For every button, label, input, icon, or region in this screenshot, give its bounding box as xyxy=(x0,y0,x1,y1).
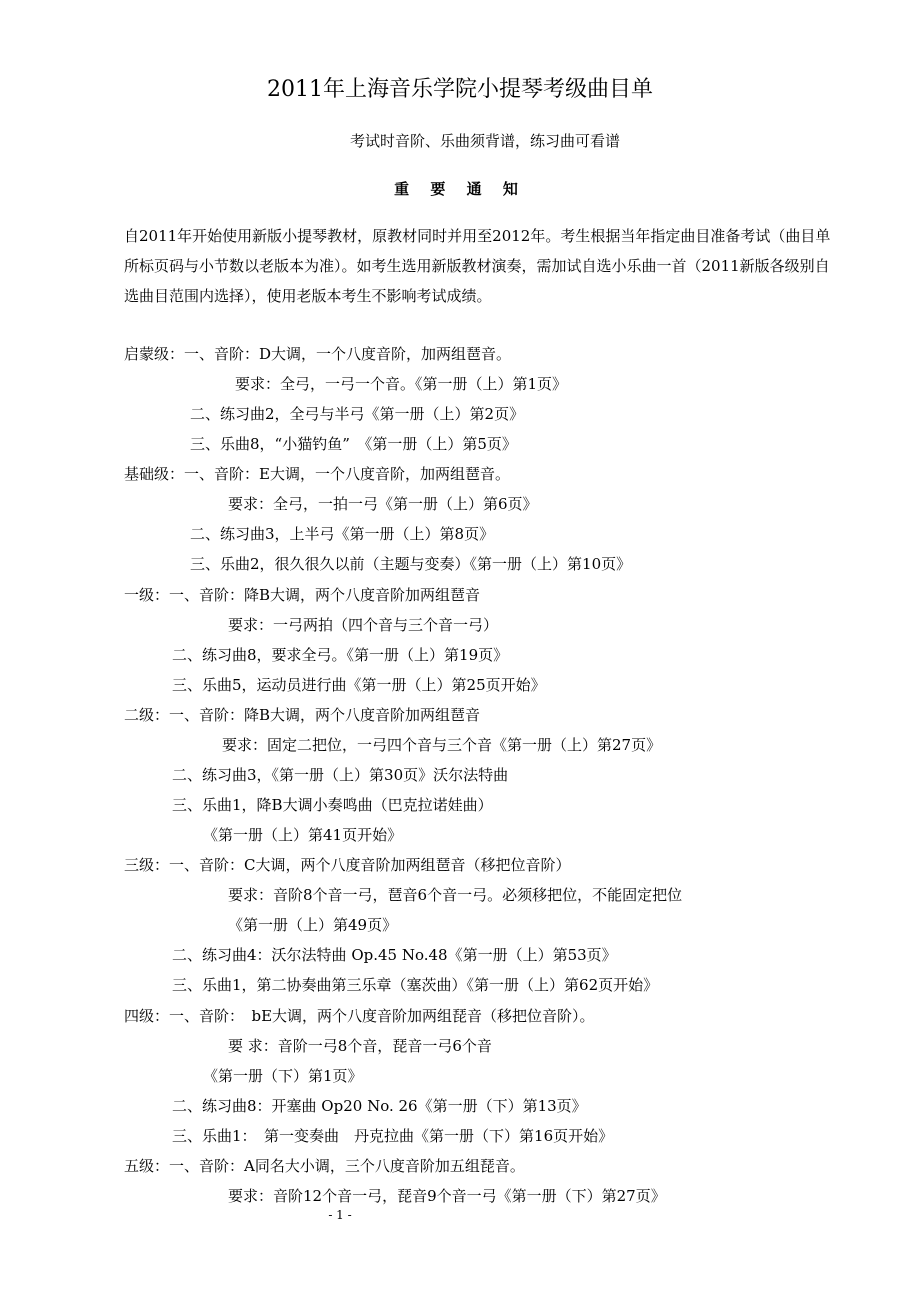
item-line: 二、练习曲2，全弓与半弓《第一册（上）第2页》 xyxy=(190,405,525,423)
page-title: 2011年上海音乐学院小提琴考级曲目单 xyxy=(267,77,653,102)
grade-line: 五级：一、音阶：A同名大小调，三个八度音阶加五组琵音。 xyxy=(124,1157,525,1175)
notice-heading: 重 要 通 知 xyxy=(394,180,526,198)
subtitle: 考试时音阶、乐曲须背谱，练习曲可看谱 xyxy=(349,132,620,150)
item-line: 二、练习曲3，《第一册（上）第30页》沃尔法特曲 xyxy=(172,766,509,784)
grade-line: 基础级：一、音阶：E大调，一个八度音阶，加两组琶音。 xyxy=(124,465,510,483)
grade-line: 二级：一、音阶：降B大调，两个八度音阶加两组琶音 xyxy=(124,706,481,724)
requirement-line: 要求：音阶12个音一弓，琵音9个音一弓《第一册（下）第27页》 xyxy=(228,1187,666,1205)
grade-line: 启蒙级：一、音阶：D大调，一个八度音阶，加两组琶音。 xyxy=(124,345,512,363)
requirement-line: 要求：音阶8个音一弓，琶音6个音一弓。必须移把位，不能固定把位 xyxy=(228,886,683,904)
item-line: 二、练习曲4：沃尔法特曲 Op.45 No.48《第一册（上）第53页》 xyxy=(172,946,617,964)
item-line: 二、练习曲8：开塞曲 Op20 No. 26《第一册（下）第13页》 xyxy=(172,1097,587,1115)
page-number: - 1 - xyxy=(328,1208,352,1222)
item-line: 三、乐曲1： 第一变奏曲 丹克拉曲《第一册（下）第16页开始》 xyxy=(172,1127,614,1145)
item-line: 三、乐曲2，很久很久以前（主题与变奏）《第一册（上）第10页》 xyxy=(190,555,632,573)
item-line: 二、练习曲8，要求全弓。《第一册（上）第19页》 xyxy=(172,646,509,664)
grade-line: 三级：一、音阶：C大调，两个八度音阶加两组琶音（移把位音阶） xyxy=(124,856,571,874)
item-line: 三、乐曲1，第二协奏曲第三乐章（塞茨曲）《第一册（上）第62页开始》 xyxy=(172,976,659,994)
item-line: 三、乐曲8，“小猫钓鱼” 《第一册（上）第5页》 xyxy=(190,435,517,453)
item-line: 三、乐曲1，降B大调小奏鸣曲（巴克拉诺娃曲） xyxy=(172,796,493,814)
grade-line: 四级：一、音阶： bE大调，两个八度音阶加两组琵音（移把位音阶）。 xyxy=(124,1007,595,1025)
notice-paragraph: 自2011年开始使用新版小提琴教材，原教材同时并用至2012年。考生根据当年指定曲目准备考试（曲目单所标页码与小节数以老版本为准）。如考生选用新版教材演奏，需加试自选小乐曲一首（2011新版各级别自选曲目范围内选择），使用老版本考生不影响考试成绩。 xyxy=(124,227,831,305)
requirement-line: 要 求：音阶一弓8个音，琵音一弓6个音 xyxy=(228,1037,492,1055)
item-line: 《第一册（下）第1页》 xyxy=(203,1067,363,1085)
item-line: 二、练习曲3，上半弓《第一册（上）第8页》 xyxy=(190,525,495,543)
requirement-line: 《第一册（上）第49页》 xyxy=(228,916,398,934)
item-line: 三、乐曲5，运动员进行曲《第一册（上）第25页开始》 xyxy=(172,676,546,694)
item-line: 《第一册（上）第41页开始》 xyxy=(203,826,403,844)
requirement-line: 要求：一弓两拍（四个音与三个音一弓） xyxy=(228,616,499,634)
requirement-line: 要求：全弓，一弓一个音。《第一册（上）第1页》 xyxy=(235,375,568,393)
grade-line: 一级：一、音阶：降B大调，两个八度音阶加两组琶音 xyxy=(124,586,481,604)
requirement-line: 要求：固定二把位，一弓四个音与三个音《第一册（上）第27页》 xyxy=(222,736,662,754)
requirement-line: 要求：全弓，一拍一弓《第一册（上）第6页》 xyxy=(228,495,538,513)
